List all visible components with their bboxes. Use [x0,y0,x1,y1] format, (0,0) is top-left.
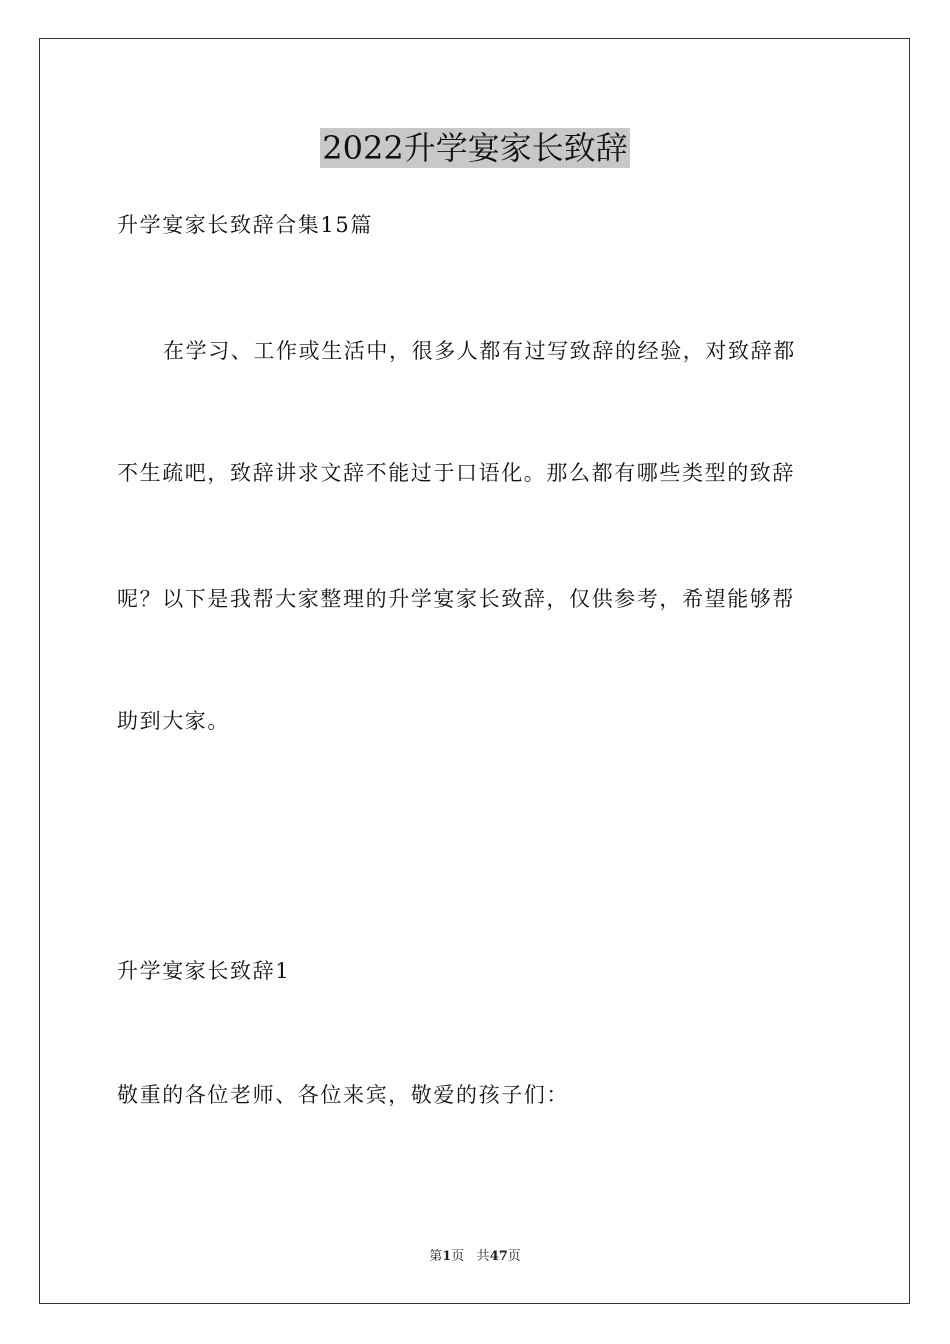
title-container [0,128,950,168]
intro-line-2: 不生疏吧，致辞讲求文辞不能过于口语化。那么都有哪些类型的致辞 [117,461,795,485]
footer-total-suffix: 页 [507,1249,521,1264]
footer-total-pages: 47 [489,1249,508,1264]
footer-total-prefix: 共 [476,1249,490,1264]
document-title: 2022升学宴家长致辞 [322,129,628,167]
footer-page-prefix: 第 [429,1249,443,1264]
greeting-line: 敬重的各位老师、各位来宾，敬爱的孩子们： [117,1083,569,1107]
intro-line-1: 在学习、工作或生活中，很多人都有过写致辞的经验，对致辞都 [163,339,796,363]
intro-line-3: 呢？以下是我帮大家整理的升学宴家长致辞，仅供参考，希望能够帮 [117,587,795,611]
section-heading: 升学宴家长致辞1 [117,959,291,983]
footer-page-number: 1 [442,1249,452,1264]
intro-line-4: 助到大家。 [117,709,230,733]
footer-page-suffix: 页 [451,1249,465,1264]
document-subtitle: 升学宴家长致辞合集15篇 [117,213,373,237]
page-footer [0,1248,950,1266]
